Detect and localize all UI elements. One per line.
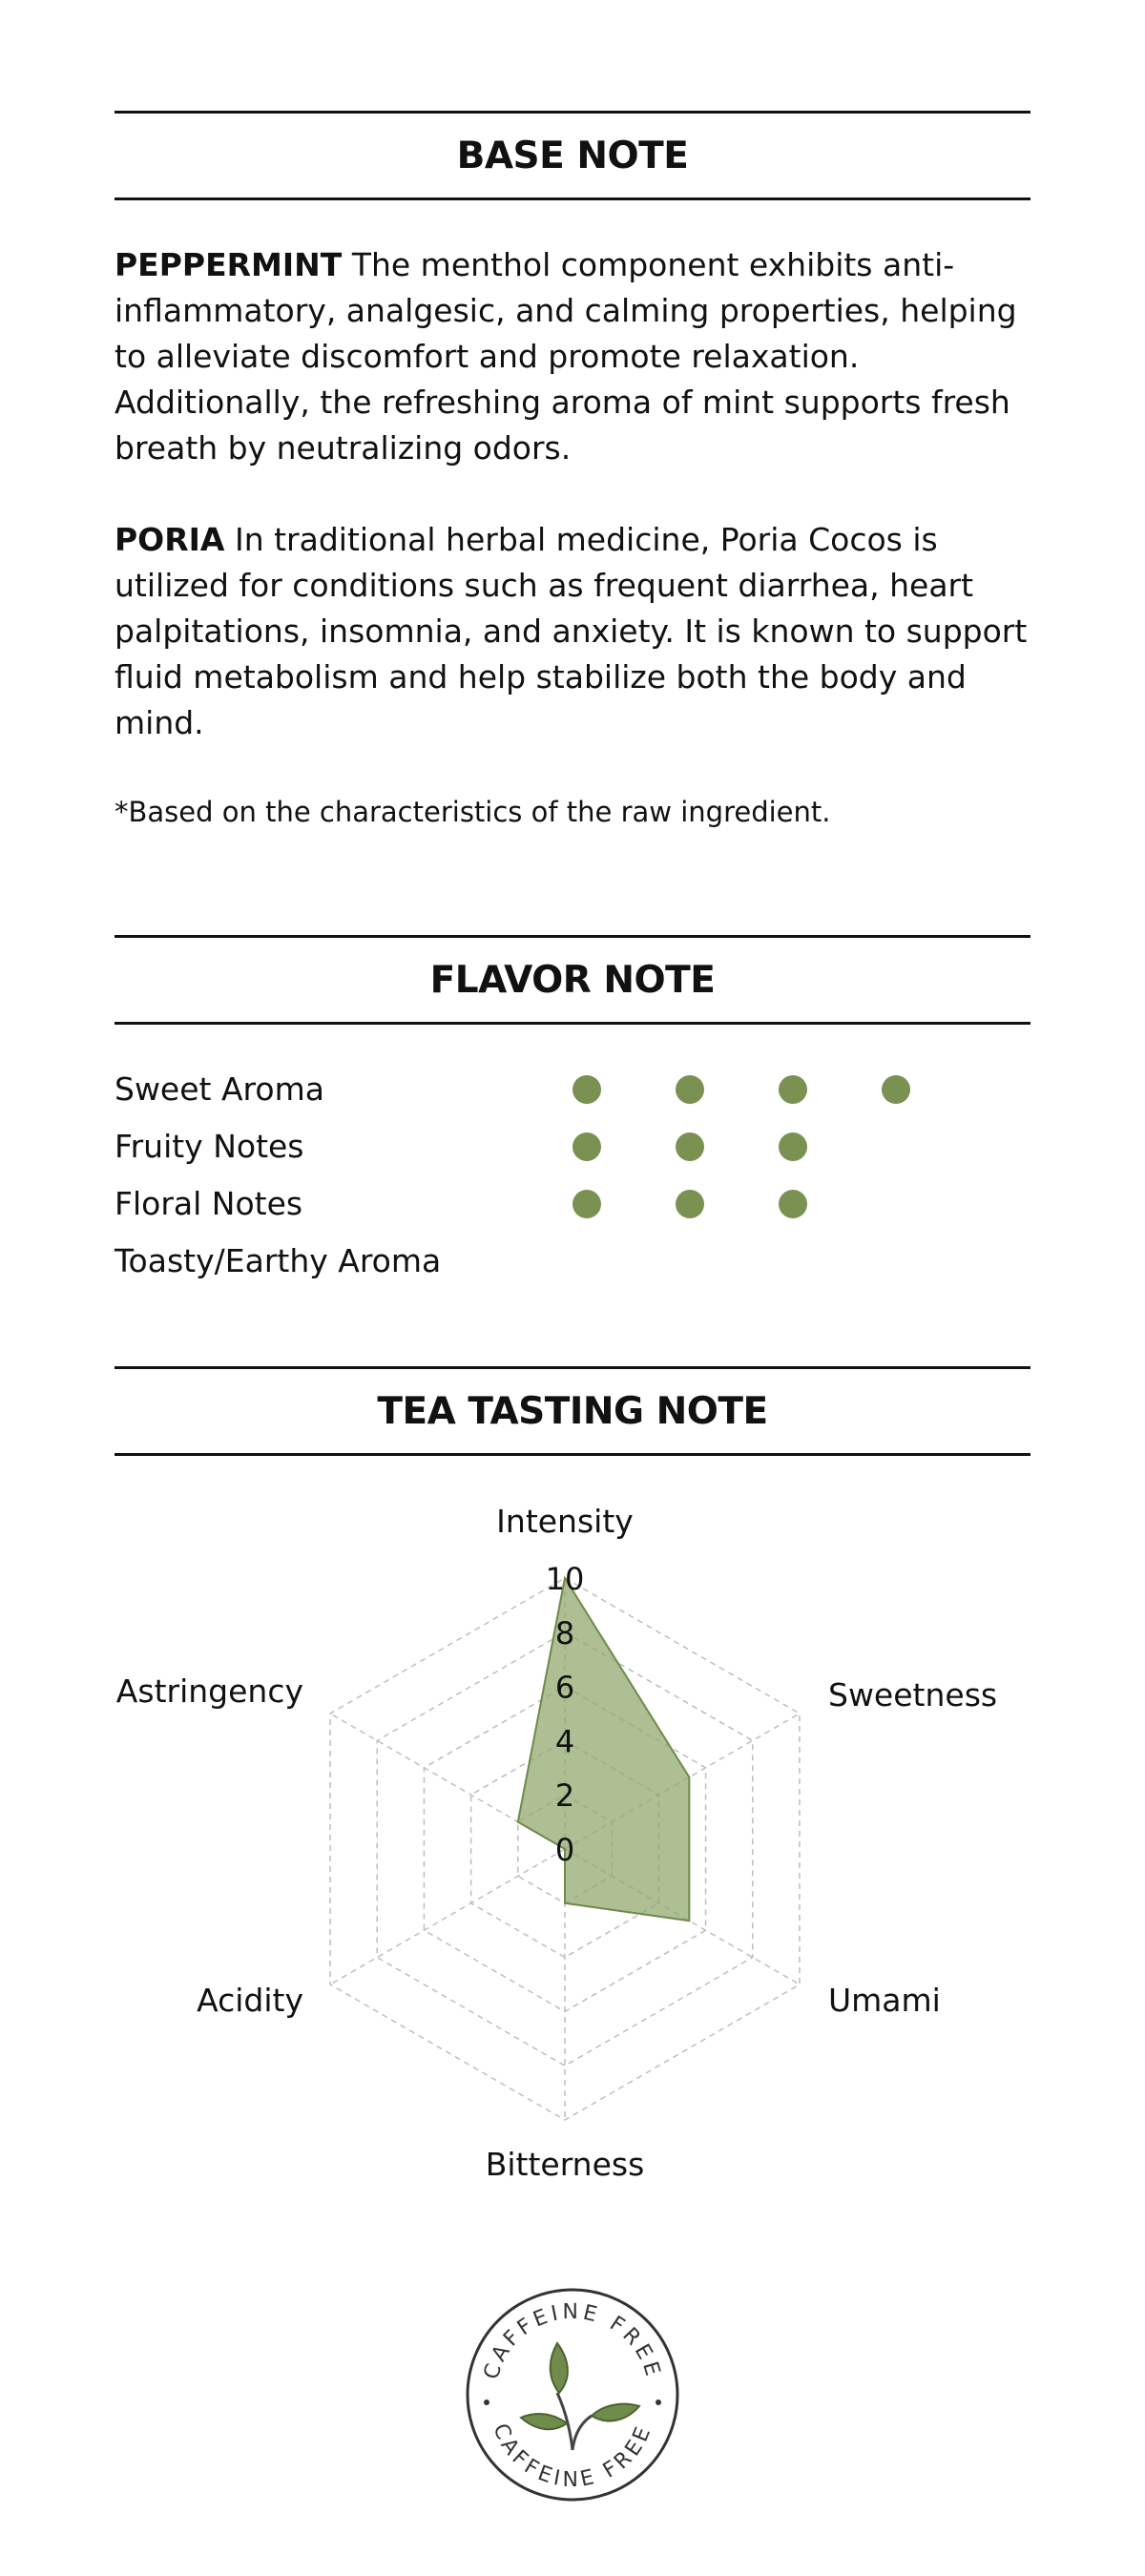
flavor-dot	[676, 1075, 704, 1104]
flavor-dot	[572, 1075, 601, 1104]
flavor-dot	[572, 1132, 601, 1161]
badge-text-bottom: CAFFEINE FREE	[488, 2420, 657, 2493]
flavor-note-header	[114, 935, 1030, 1025]
flavor-dot	[676, 1190, 704, 1218]
flavor-dot	[882, 1075, 910, 1104]
peppermint-paragraph	[114, 242, 1030, 471]
radar-tick-label: 6	[554, 1669, 575, 1706]
poria-name: PORIA	[114, 521, 225, 558]
base-note-header	[114, 111, 1030, 200]
caffeine-free-badge	[458, 2280, 687, 2509]
flavor-row	[114, 1118, 1030, 1175]
radar-axis-label: Bitterness	[485, 2146, 645, 2183]
flavor-row	[114, 1061, 1030, 1118]
ingredient-footnote: *Based on the characteristics of the raw ingredient.	[114, 796, 831, 828]
flavor-row	[114, 1233, 1030, 1290]
badge-separator-dot	[484, 2399, 489, 2405]
flavor-row	[114, 1175, 1030, 1233]
poria-paragraph	[114, 517, 1030, 746]
radar-axis-label: Astringency	[115, 1672, 303, 1710]
tasting-radar-chart	[0, 1488, 1145, 2213]
flavor-label: Toasty/Earthy Aroma	[114, 1242, 442, 1279]
radar-axis-label: Intensity	[496, 1503, 634, 1540]
flavor-label: Floral Notes	[114, 1185, 303, 1222]
radar-tick-label: 0	[554, 1832, 575, 1868]
flavor-note-title: FLAVOR NOTE	[429, 958, 716, 1002]
radar-tick-label: 8	[554, 1614, 575, 1652]
tasting-note-title: TEA TASTING NOTE	[377, 1389, 768, 1433]
peppermint-name: PEPPERMINT	[114, 246, 343, 283]
badge-text-top: CAFFEINE FREE	[479, 2299, 666, 2382]
radar-spoke	[330, 1849, 565, 1984]
radar-axis-label: Sweetness	[828, 1676, 998, 1714]
radar-axis-label: Umami	[828, 1982, 941, 2019]
tea-leaf-icon	[521, 2343, 639, 2450]
flavor-label: Sweet Aroma	[114, 1070, 324, 1108]
radar-axis-label: Acidity	[197, 1982, 303, 2019]
radar-tick-label: 10	[545, 1561, 585, 1597]
flavor-label: Fruity Notes	[114, 1128, 304, 1165]
poria-text: In traditional herbal medicine, Poria Cocos is utilized for conditions such as frequent diarrhea, heart palpitations, insomnia, and anxiety. It is known to support fluid metabolism and help stabilize both the body and mind.	[114, 521, 1028, 741]
tasting-note-header	[114, 1366, 1030, 1456]
radar-tick-label: 2	[554, 1777, 575, 1815]
flavor-dot	[779, 1132, 807, 1161]
radar-data-area	[518, 1578, 690, 1921]
radar-tick-label: 4	[554, 1723, 575, 1760]
base-note-title: BASE NOTE	[456, 134, 689, 177]
flavor-dot	[779, 1075, 807, 1104]
flavor-dot	[572, 1190, 601, 1218]
flavor-dot	[676, 1132, 704, 1161]
peppermint-text: The menthol component exhibits anti-inflammatory, analgesic, and calming properties, helping to alleviate discomfort and promote relaxation. Additionally, the refreshing aroma of mint supports fresh breath by neutralizing odors.	[114, 246, 1017, 467]
flavor-dot	[779, 1190, 807, 1218]
badge-separator-dot	[656, 2399, 661, 2405]
